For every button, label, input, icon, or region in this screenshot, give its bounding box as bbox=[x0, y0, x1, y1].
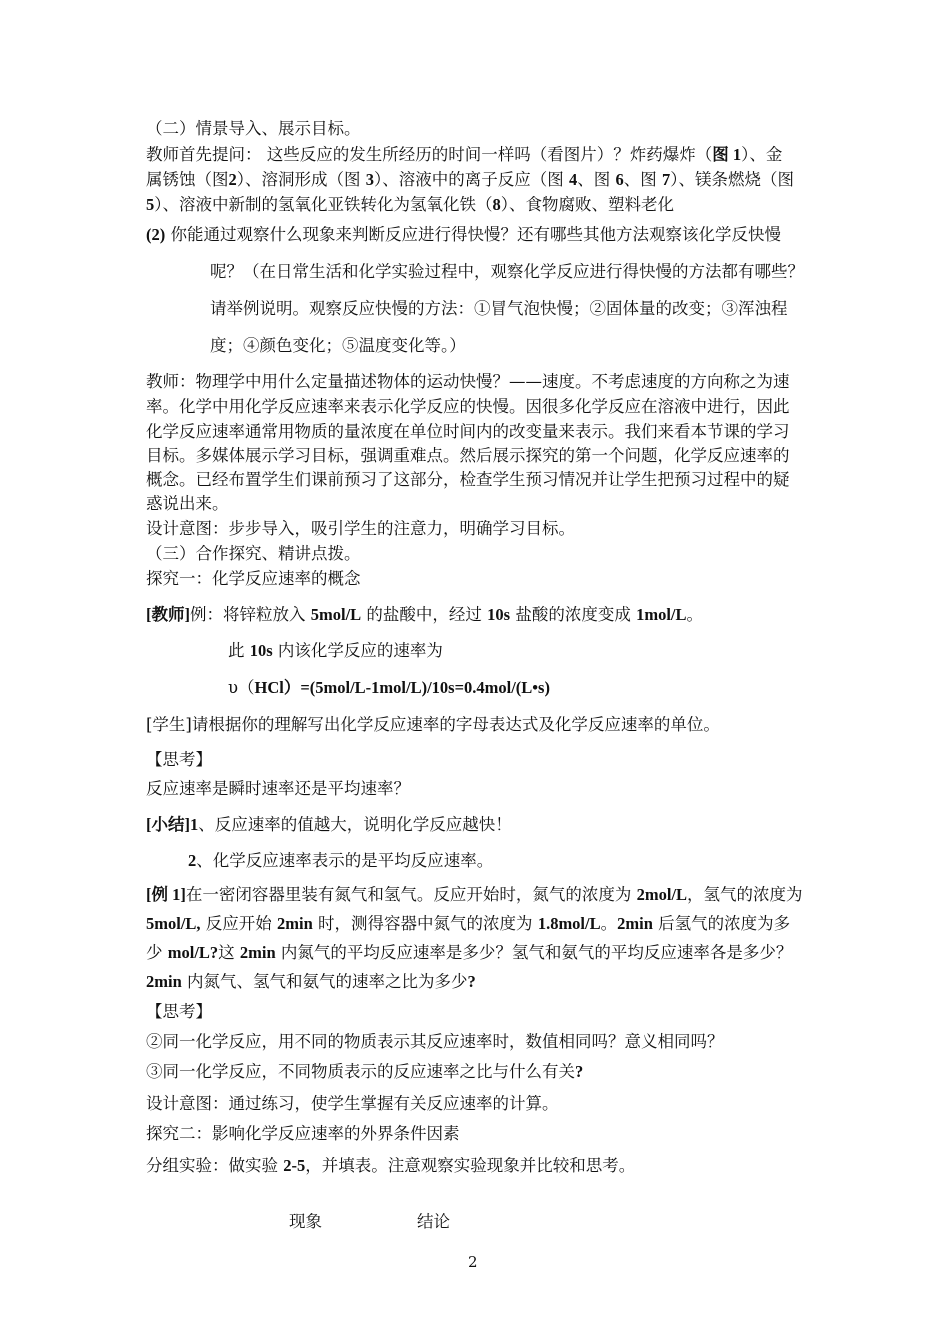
intro-line-2: 属锈蚀（图2）、溶洞形成（图 3）、溶液中的离子反应（图 4、图 6、图 7）、镁条燃烧（图 bbox=[146, 170, 794, 189]
think-question-1: 反应速率是瞬时速率还是平均速率？ bbox=[146, 779, 410, 798]
design-intent-1: 设计意图：步步导入，吸引学生的注意力，明确学习目标。 bbox=[146, 519, 575, 538]
section2-title: （二）情景导入、展示目标。 bbox=[146, 119, 361, 138]
teacher-line-1: 教师：物理学中用什么定量描述物体的运动快慢？——速度。不考虑速度的方向称之为速 bbox=[146, 372, 790, 391]
example-1-line-4: 2min 内氮气、氢气和氨气的速率之比为多少? bbox=[146, 972, 476, 991]
student-prompt: [学生]请根据你的理解写出化学反应速率的字母表达式及化学反应速率的单位。 bbox=[146, 715, 720, 734]
summary-2: 2、化学反应速率表示的是平均反应速率。 bbox=[188, 851, 494, 870]
page-number: 2 bbox=[468, 1253, 478, 1271]
question-2-line-3: 请举例说明。观察反应快慢的方法：①冒气泡快慢；②固体量的改变；③浑浊程 bbox=[210, 299, 788, 318]
summary-1: [小结]1、反应速率的值越大，说明化学反应越快！ bbox=[146, 815, 512, 834]
teacher-line-6: 惑说出来。 bbox=[146, 494, 229, 513]
design-intent-2: 设计意图：通过练习，使学生掌握有关反应速率的计算。 bbox=[146, 1094, 559, 1113]
example-1-line-1: [例 1]在一密闭容器里装有氮气和氢气。反应开始时，氮气的浓度为 2mol/L，氢气的浓度为 bbox=[146, 885, 803, 904]
teacher-line-2: 率。化学中用化学反应速率来表示化学反应的快慢。因很多化学反应在溶液中进行，因此 bbox=[146, 397, 790, 416]
intro-line-1: 教师首先提问： 这些反应的发生所经历的时间一样吗（看图片）？炸药爆炸（图 1）、金 bbox=[146, 145, 783, 164]
group-experiment: 分组实验：做实验 2-5，并填表。注意观察实验现象并比较和思考。 bbox=[146, 1156, 636, 1175]
teacher-line-5: 概念。已经布置学生们课前预习了这部分，检查学生预习情况并让学生把预习过程中的疑 bbox=[146, 470, 790, 489]
section3-title: （三）合作探究、精讲点拨。 bbox=[146, 544, 361, 563]
intro-line-3: 5）、溶液中新制的氢氧化亚铁转化为氢氧化铁（8）、食物腐败、塑料老化 bbox=[146, 195, 674, 214]
question-2-line-2: 呢？（在日常生活和化学实验过程中，观察化学反应进行得快慢的方法都有哪些？ bbox=[210, 262, 804, 281]
think-heading-1: 【思考】 bbox=[146, 750, 212, 769]
explore-2-title: 探究二：影响化学反应速率的外界条件因素 bbox=[146, 1124, 460, 1143]
example-1-line-2: 5mol/L, 反应开始 2min 时，测得容器中氮气的浓度为 1.8mol/L。2min 后氢气的浓度为多 bbox=[146, 914, 791, 933]
think-question-3: ③同一化学反应，不同物质表示的反应速率之比与什么有关? bbox=[146, 1062, 584, 1081]
question-2-line-1: (2) 你能通过观察什么现象来判断反应进行得快慢？还有哪些其他方法观察该化学反快慢 bbox=[146, 225, 781, 244]
table-header-conclusion: 结论 bbox=[417, 1212, 450, 1231]
explore-1-title: 探究一：化学反应速率的概念 bbox=[146, 569, 361, 588]
think-heading-2: 【思考】 bbox=[146, 1002, 212, 1021]
example-1-line-3: 少 mol/L?这 2min 内氮气的平均反应速率是多少？氢气和氨气的平均反应速率各是多少？ bbox=[146, 943, 793, 962]
rate-formula: υ（HCl）=(5mol/L-1mol/L)/10s=0.4mol/(L•s) bbox=[228, 678, 550, 697]
teacher-line-4: 目标。多媒体展示学习目标，强调重难点。然后展示探究的第一个问题，化学反应速率的 bbox=[146, 446, 790, 465]
question-2-line-4: 度；④颜色变化；⑤温度变化等。） bbox=[210, 336, 466, 355]
think-question-2: ②同一化学反应，用不同的物质表示其反应速率时，数值相同吗？意义相同吗？ bbox=[146, 1032, 724, 1051]
table-header-phenomenon: 现象 bbox=[289, 1212, 322, 1231]
teacher-line-3: 化学反应速率通常用物质的量浓度在单位时间内的改变量来表示。我们来看本节课的学习 bbox=[146, 422, 790, 441]
teacher-example: [教师]例：将锌粒放入 5mol/L 的盐酸中，经过 10s 盐酸的浓度变成 1mol/L。 bbox=[146, 605, 704, 624]
rate-statement: 此 10s 内该化学反应的速率为 bbox=[228, 641, 443, 660]
